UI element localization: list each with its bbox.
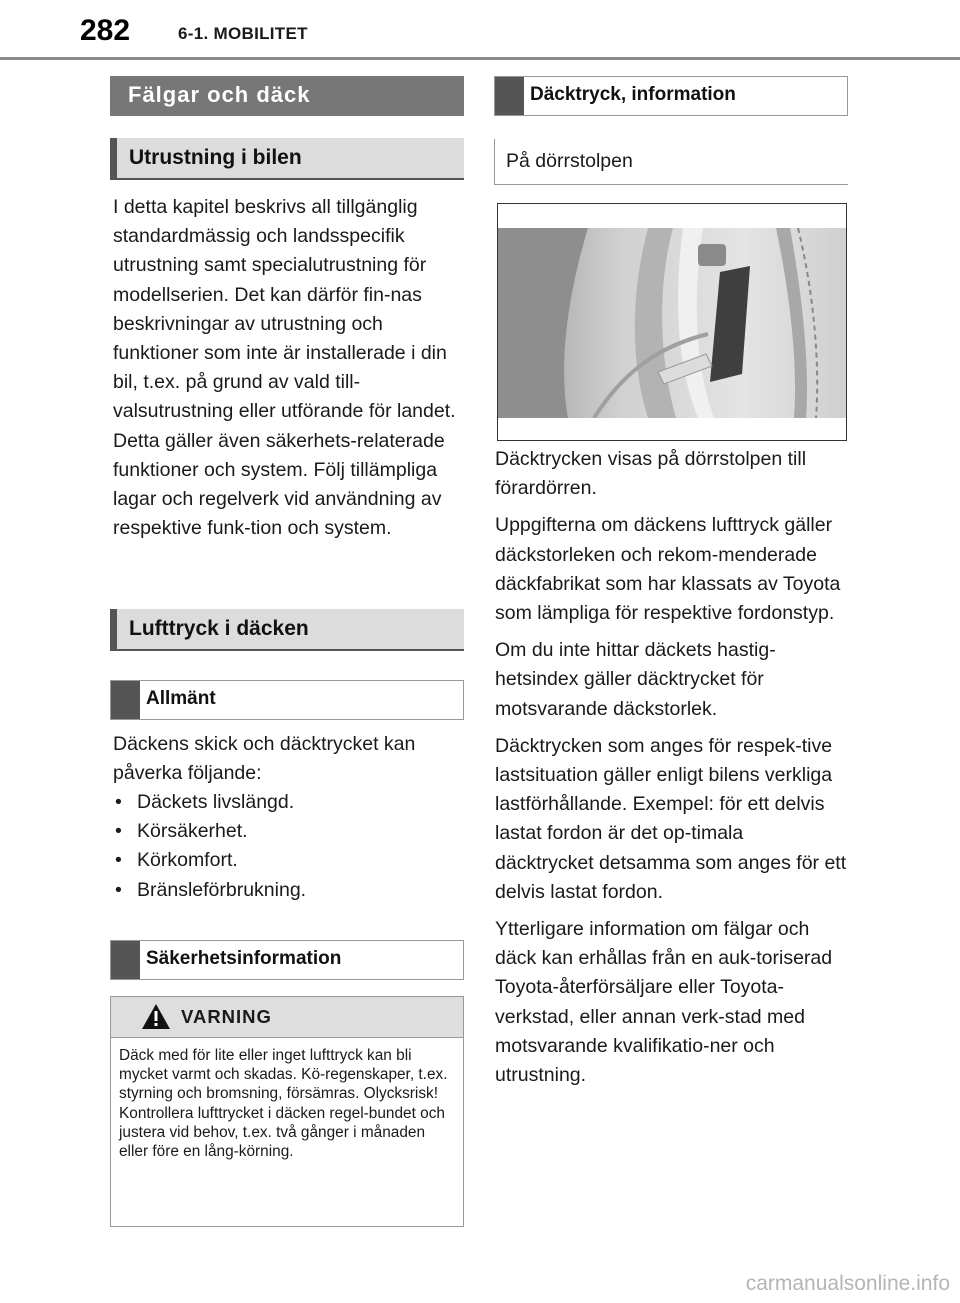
section-heading-tire-pressure: Lufttryck i däcken [110, 609, 464, 651]
chapter-title: 6-1. MOBILITET [178, 24, 308, 43]
subheading-general-label: Allmänt [146, 688, 216, 709]
header-divider [0, 57, 960, 60]
subheading-general [110, 680, 464, 720]
subheading-tab [111, 681, 140, 719]
warning-text: Däck med för lite eller inget lufttryck kan bli mycket varmt och skadas. Kö-regenskaper, t.ex. styrning och bromsning, försämras. Olycksrisk! Kontrollera lufttrycket i däcken regel-bundet och justera vid behov, t.ex. två gånger i månaden eller före en lång-körning. [119, 1047, 448, 1161]
tire-intro-paragraph [113, 730, 465, 796]
tire-info-text: Däcktrycken som anges för respek-tive lastsituation gäller enligt bilens verkliga lastförhållande. Exempel: för ett delvis lastat fordon är det op-timala däcktrycket detsamma som anges för ett delvis lastat fordon. [495, 734, 847, 903]
subheading-tab [495, 77, 524, 115]
subheading-safety-label: Säkerhetsinformation [146, 948, 342, 969]
door-pillar-label: På dörrstolpen [494, 139, 848, 185]
door-pillar-photo [497, 203, 847, 441]
subheading-safety [110, 940, 464, 980]
subheading-tire-info-label: Däcktryck, information [530, 84, 736, 105]
section-heading-equipment: Utrustning i bilen [110, 138, 464, 180]
tire-info-text: Däcktrycken visas på dörrstolpen till förardörren. [495, 448, 807, 500]
subheading-tab [111, 941, 140, 979]
tire-intro-text: Däckens skick och däcktrycket kan påverka följande: [113, 733, 416, 785]
warning-triangle-icon [141, 1003, 171, 1030]
tire-info-text: Ytterligare information om fälgar och däck kan erhållas från en auk-toriserad Toyota-återförsäljare eller Toyota-verkstad, eller annan verk-stad med motsvarande kvalifikatio-ner och utrustning. [495, 918, 833, 1087]
page-number: 282 [80, 14, 131, 47]
footer-watermark: carmanualsonline.info [745, 1272, 950, 1295]
warning-box [110, 996, 464, 1227]
tire-info-text: Om du inte hittar däckets hastig-hetsindex gäller däcktrycket för motsvarande däckstorlek. [495, 639, 776, 720]
subheading-tire-info [494, 76, 848, 116]
tire-effects-list [113, 788, 306, 905]
list-item: • Däckets livslängd. [113, 788, 306, 817]
list-item: • Körsäkerhet. [113, 817, 306, 846]
equipment-text: I detta kapitel beskrivs all tillgänglig standardmässig och landsspecifik utrustning samt specialutrustning för modellserien. Det kan därför fin-nas beskrivningar av utrustning och funktioner som inte är installerade i din bil, t.ex. på grund av vald till-valsutrustning eller utförande för landet. Detta gäller även säkerhets-relaterade funktioner och system. Följ tillämpliga lagar och regelverk vid användning av respektive funk-tion och system. [113, 196, 456, 540]
list-item: • Bränsleförbrukning. [113, 876, 306, 905]
warning-header [111, 997, 463, 1038]
chapter-banner: Fälgar och däck [110, 76, 464, 116]
tire-info-paragraphs [495, 445, 847, 1098]
warning-title: VARNING [181, 1006, 272, 1027]
list-item: • Körkomfort. [113, 846, 306, 875]
tire-info-text: Uppgifterna om däckens lufttryck gäller däckstorleken och rekom-menderade däckfabrikat som har klassats av Toyota som lämpliga för respektive fordonstyp. [495, 514, 841, 625]
equipment-paragraph [113, 193, 465, 551]
